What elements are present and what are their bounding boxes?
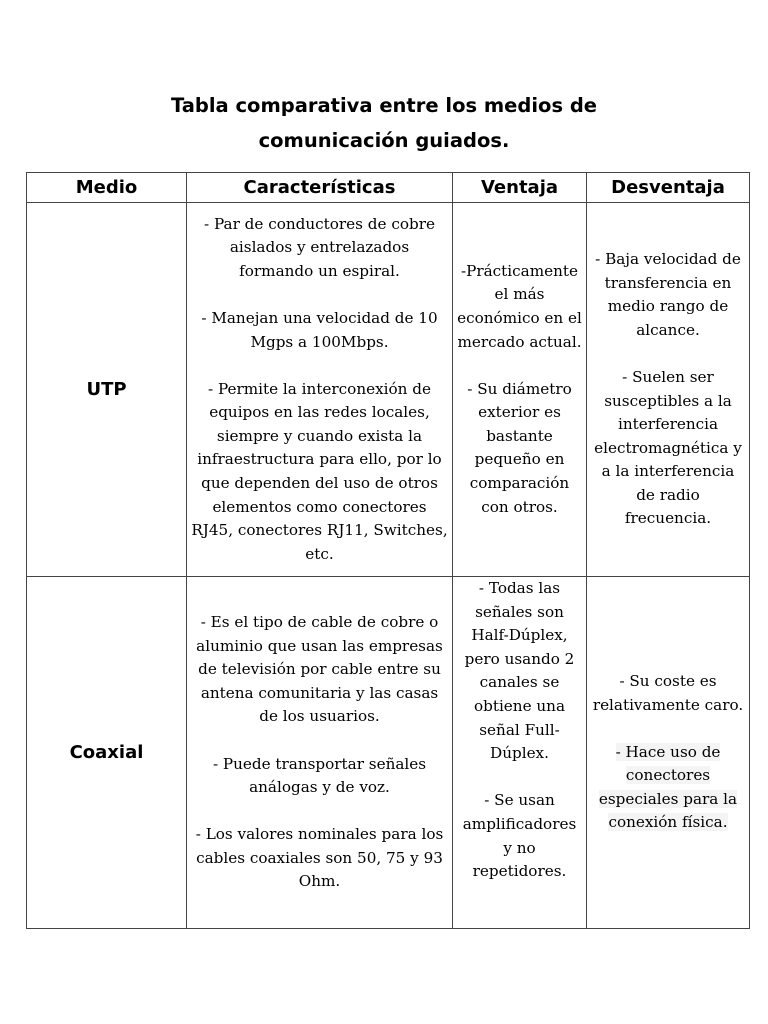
cell-caracteristicas-utp <box>187 203 453 577</box>
title-line-2: comunicación guiados. <box>258 129 510 152</box>
utp-caracteristica-1: - Par de conductores de cobre aislados y entrelazados formando un espiral. <box>204 214 435 280</box>
cell-desventaja-utp <box>587 203 750 577</box>
coaxial-ventaja-1: - Todas las señales son Half-Dúplex, pero usando 2 canales se obtiene una señal Full-Dúplex. <box>464 579 575 763</box>
cell-ventaja-utp <box>453 203 587 577</box>
header-ventaja: Ventaja <box>453 173 587 203</box>
cell-medio-coaxial: Coaxial <box>27 577 187 929</box>
comparison-table <box>26 172 750 929</box>
cell-desventaja-coaxial <box>587 577 750 929</box>
utp-desventaja-2: - Suelen ser susceptibles a la interferencia electromagnética y a la interferencia de radio frecuencia. <box>594 367 742 528</box>
title-line-1: Tabla comparativa entre los medios de <box>170 94 598 117</box>
utp-desventaja-1: - Baja velocidad de transferencia en medio rango de alcance. <box>595 249 741 339</box>
cell-medio-utp: UTP <box>27 203 187 577</box>
header-caracteristicas: Características <box>187 173 453 203</box>
cell-ventaja-coaxial <box>453 577 587 929</box>
table-row-coaxial <box>27 577 750 929</box>
coaxial-ventaja-2: - Se usan amplificadores y no repetidores. <box>462 791 577 881</box>
table-header-row <box>27 173 750 203</box>
document-title <box>0 88 768 158</box>
utp-caracteristica-2: - Manejan una velocidad de 10 Mgps a 100Mbps. <box>201 308 438 351</box>
coaxial-caracteristica-3: - Los valores nominales para los cables coaxiales son 50, 75 y 93 Ohm. <box>195 825 444 891</box>
coaxial-desventaja-2: - Hace uso de conectores especiales para la conexión física. <box>598 742 738 832</box>
header-desventaja: Desventaja <box>587 173 750 203</box>
cell-caracteristicas-coaxial <box>187 577 453 929</box>
coaxial-caracteristica-2: - Puede transportar señales análogas y de voz. <box>212 754 427 797</box>
coaxial-caracteristica-1: - Es el tipo de cable de cobre o aluminio que usan las empresas de televisión por cable entre su antena comunitaria y las casas de los usuarios. <box>196 612 443 726</box>
utp-ventaja-2: - Su diámetro exterior es bastante pequeño en comparación con otros. <box>467 379 572 516</box>
coaxial-desventaja-1: - Su coste es relativamente caro. <box>592 671 744 714</box>
utp-caracteristica-3: - Permite la interconexión de equipos en las redes locales, siempre y cuando exista la infraestructura para ello, por lo que dependen del uso de otros elementos como conectores RJ45, conectores RJ11, Switches, etc. <box>191 379 448 563</box>
table-row-utp <box>27 203 750 577</box>
header-medio: Medio <box>27 173 187 203</box>
utp-ventaja-1: -Prácticamente el más económico en el mercado actual. <box>457 261 582 351</box>
